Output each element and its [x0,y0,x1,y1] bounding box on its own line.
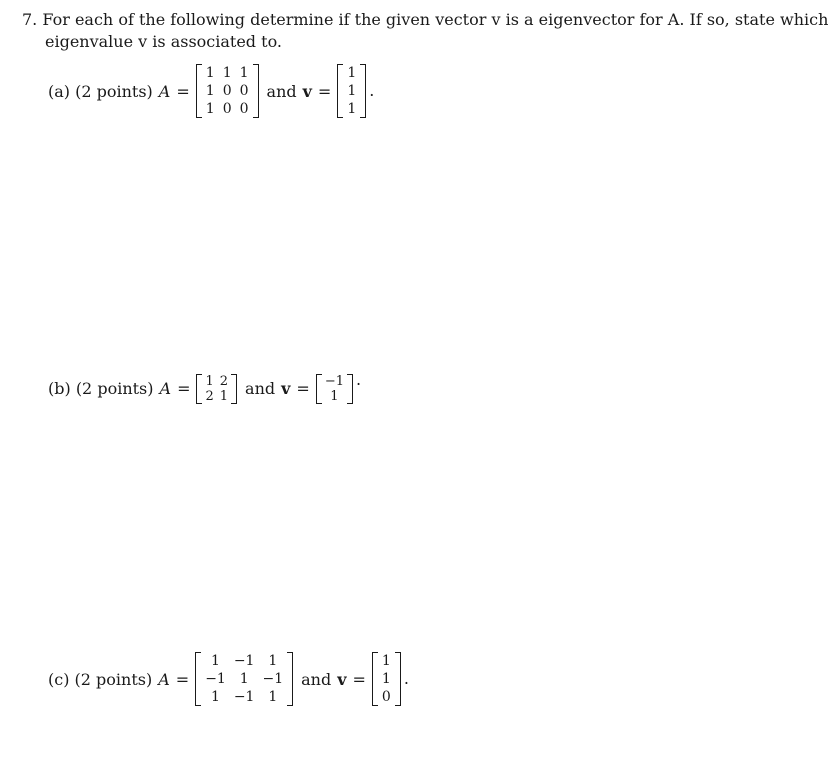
matrix-row [202,64,253,82]
matrix-entry: 1 [268,653,278,669]
matrix-row [202,389,231,404]
matrix-row [343,82,360,100]
equals-sign: = [177,379,191,398]
matrix-entry: 1 [347,101,357,117]
matrix-c [195,652,293,706]
period: . [403,669,409,688]
matrix-row [378,670,395,688]
matrix-entry: 1 [205,373,214,389]
matrix-entry: 0 [239,83,249,99]
vector-symbol: v [302,81,312,101]
part-c [48,652,409,706]
matrix-entry: −1 [262,671,284,687]
question-text-line1 [22,10,828,29]
matrix-entry: 0 [381,689,391,705]
matrix-entry: 1 [205,101,215,117]
matrix-entry: 0 [239,101,249,117]
vector-v-b [316,374,353,404]
and-word: and [245,379,276,398]
and-word: and [301,669,332,689]
part-b-label: (b) (2 points) [48,379,154,398]
matrix-entry: 1 [381,653,391,669]
vector-v-a [337,64,366,118]
matrix-entry: 1 [239,671,249,687]
matrix-entry: 1 [211,689,220,705]
vector-symbol: v [281,379,291,398]
matrix-entry: 0 [222,83,232,99]
matrix-row [322,389,347,404]
matrix-row [201,688,287,706]
period: . [356,370,362,389]
matrix-entry: 1 [205,65,215,81]
vector-symbol: v [337,669,347,689]
matrix-row [343,100,360,118]
part-a [48,64,374,118]
matrix-entry: 1 [381,671,391,687]
matrix-table [201,652,287,706]
matrix-entry: 1 [347,83,357,99]
matrix-symbol: A [159,379,172,398]
matrix-entry: 1 [347,65,357,81]
matrix-entry: −1 [233,653,255,669]
matrix-table [378,652,395,706]
matrix-entry: 1 [222,65,232,81]
matrix-row [202,374,231,389]
matrix-symbol: A [158,81,171,101]
matrix-row [202,100,253,118]
matrix-entry: 1 [219,388,229,404]
matrix-row [322,374,347,389]
part-b [48,370,361,407]
matrix-entry: 0 [222,101,232,117]
matrix-entry: −1 [324,373,344,389]
matrix-entry: −1 [205,671,226,687]
equals-sign: = [296,379,310,398]
matrix-entry: 2 [219,373,229,389]
part-c-label: (c) (2 points) [48,669,153,689]
question-line1: For each of the following determine if the given vector v is a eigenvector for A. If so, state which [42,10,828,29]
matrix-table [343,64,360,118]
matrix-entry: 1 [211,653,220,669]
matrix-entry: 1 [330,388,339,404]
matrix-row [201,652,287,670]
matrix-row [378,688,395,706]
matrix-entry: 1 [268,689,278,705]
equals-sign: = [175,669,190,689]
vector-v-c [372,652,401,706]
matrix-entry: 1 [205,83,215,99]
matrix-row [201,670,287,688]
period: . [369,81,375,100]
matrix-symbol: A [158,669,170,689]
matrix-row [378,652,395,670]
matrix-row [202,82,253,100]
question-text-line2: eigenvalue v is associated to. [45,32,282,51]
matrix-entry: −1 [233,689,255,705]
matrix-b [196,374,237,404]
equals-sign: = [317,81,332,101]
matrix-table [322,374,347,404]
part-a-label: (a) (2 points) [48,81,153,101]
matrix-entry: 1 [239,65,249,81]
and-word: and [266,81,297,101]
matrix-row [343,64,360,82]
equals-sign: = [176,81,190,101]
matrix-table [202,374,231,404]
question-number: 7. [22,10,38,29]
matrix-table [202,64,253,118]
matrix-a [196,64,259,118]
matrix-entry: 2 [205,388,214,404]
equals-sign: = [352,669,366,689]
